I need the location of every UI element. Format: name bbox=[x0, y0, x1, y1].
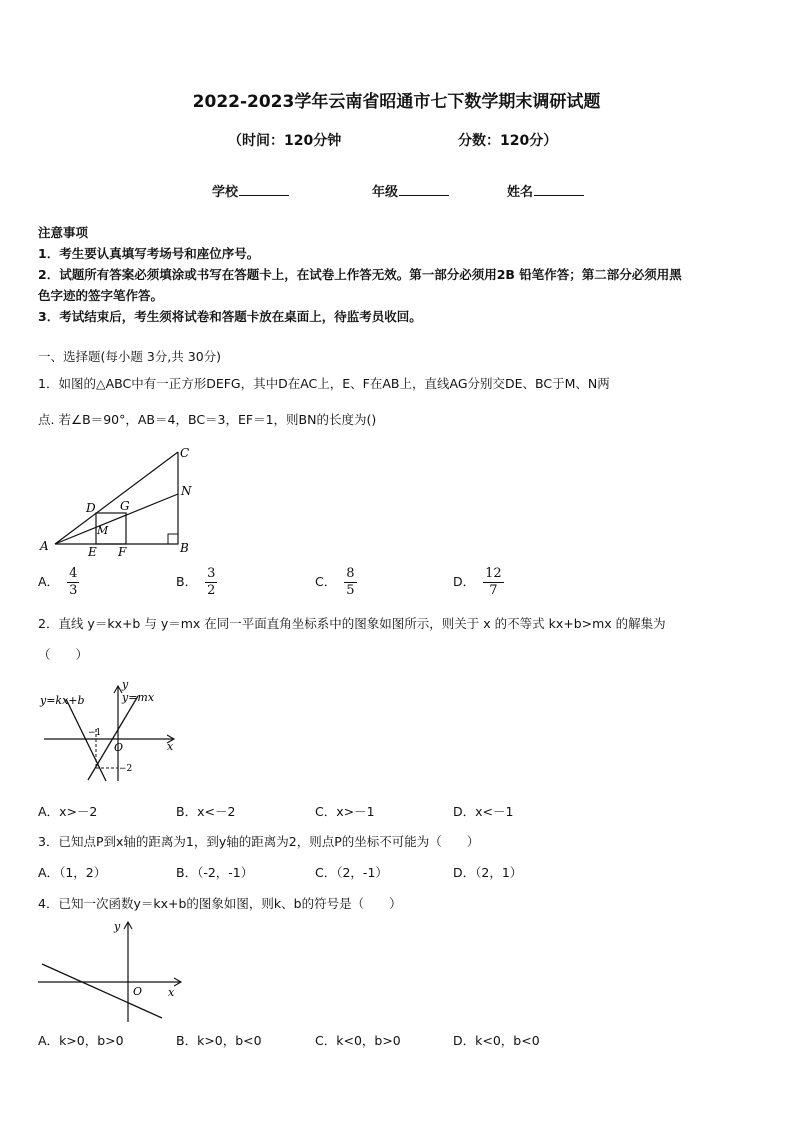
option-text: k>0，b<0 bbox=[197, 1033, 262, 1048]
label-F: F bbox=[118, 545, 127, 559]
name-blank[interactable] bbox=[534, 183, 584, 196]
note-item: 3．考试结束后，考生须将试卷和答题卡放在桌面上，待监考员收回。 bbox=[38, 309, 422, 324]
school-label: 学校 bbox=[212, 185, 239, 200]
q3-option-d[interactable] bbox=[453, 863, 522, 881]
numerator: 3 bbox=[207, 566, 216, 581]
q3-option-b[interactable] bbox=[176, 863, 253, 881]
name-field[interactable] bbox=[507, 181, 584, 200]
question-1-line1: 1．如图的△ABC中有一正方形DEFG，其中D在AC上，E、F在AB上，直线AG分别交DE、BC于M、N两 bbox=[38, 376, 610, 391]
q1-option-a[interactable] bbox=[38, 566, 79, 599]
option-letter: A． bbox=[38, 1033, 60, 1048]
page-title: 2022-2023学年云南省昭通市七下数学期末调研试题 bbox=[192, 92, 601, 112]
line-mx-label: y=mx bbox=[122, 691, 155, 704]
option-letter: D． bbox=[453, 804, 476, 819]
exam-score: 分数：120分） bbox=[458, 133, 558, 149]
school-blank[interactable] bbox=[239, 183, 289, 196]
note-item: 1．考生要认真填写考场号和座位序号。 bbox=[38, 246, 260, 261]
fraction bbox=[483, 566, 504, 599]
school-field[interactable] bbox=[212, 181, 289, 200]
q4-option-d[interactable] bbox=[453, 1031, 540, 1049]
denominator: 7 bbox=[489, 583, 498, 598]
option-text: （2，-1） bbox=[336, 865, 388, 880]
denominator: 3 bbox=[69, 583, 78, 598]
q2-option-b[interactable] bbox=[176, 802, 235, 820]
origin-label: O bbox=[133, 985, 143, 998]
denominator: 5 bbox=[346, 583, 355, 598]
q1-option-b[interactable] bbox=[176, 566, 217, 599]
question-1-line2: 点. 若∠B＝90°，AB＝4，BC＝3，EF＝1，则BN的长度为() bbox=[38, 412, 377, 427]
grade-label: 年级 bbox=[372, 185, 399, 200]
q2-option-d[interactable] bbox=[453, 802, 513, 820]
q3-option-a[interactable] bbox=[38, 863, 106, 881]
y-axis-label: y bbox=[114, 920, 121, 933]
section-heading: 一、选择题(每小题 3分,共 30分) bbox=[38, 349, 222, 364]
label-B: B bbox=[180, 541, 189, 555]
exam-time: （时间：120分钟 bbox=[228, 133, 342, 149]
fraction bbox=[344, 566, 356, 599]
option-text: x<－1 bbox=[475, 804, 514, 819]
option-letter: B． bbox=[176, 804, 198, 819]
line-kx-b-label: y=kx+b bbox=[40, 694, 85, 707]
triangle-figure bbox=[36, 442, 206, 560]
option-text: （-2，-1） bbox=[197, 865, 254, 880]
label-A: A bbox=[40, 539, 49, 553]
option-text: k<0，b>0 bbox=[336, 1033, 401, 1048]
q1-option-c[interactable] bbox=[315, 566, 357, 599]
option-text: （2，1） bbox=[475, 865, 523, 880]
grade-field[interactable] bbox=[372, 181, 449, 200]
q4-option-a[interactable] bbox=[38, 1031, 124, 1049]
question-4-line1: 4．已知一次函数y＝kx+b的图象如图，则k、b的符号是（ ） bbox=[38, 896, 402, 911]
label-G: G bbox=[120, 499, 130, 513]
label-C: C bbox=[180, 446, 190, 460]
option-letter: D． bbox=[453, 574, 476, 589]
option-text: k>0，b>0 bbox=[59, 1033, 124, 1048]
note-item: 色字迹的签字笔作答。 bbox=[38, 288, 164, 303]
linear-function-figure bbox=[36, 918, 186, 1024]
fraction bbox=[205, 566, 217, 599]
question-2-line1: 2．直线 y＝kx+b 与 y＝mx 在同一平面直角坐标系中的图象如图所示，则关于 x 的不等式 kx+b>mx 的解集为 bbox=[38, 616, 666, 631]
question-2-line2: （ ） bbox=[38, 647, 89, 662]
grade-blank[interactable] bbox=[399, 183, 449, 196]
q1-option-d[interactable] bbox=[453, 566, 504, 599]
option-text: x>－2 bbox=[59, 804, 98, 819]
label-E: E bbox=[88, 545, 97, 559]
option-text: x<－2 bbox=[197, 804, 236, 819]
option-text: k<0，b<0 bbox=[475, 1033, 540, 1048]
numerator: 8 bbox=[346, 566, 355, 581]
numerator: 4 bbox=[69, 566, 78, 581]
option-text: （1，2） bbox=[59, 865, 107, 880]
linear-graph-figure bbox=[36, 676, 186, 786]
x-axis-label: x bbox=[168, 986, 175, 999]
option-letter: D． bbox=[453, 1033, 476, 1048]
q3-option-c[interactable] bbox=[315, 863, 388, 881]
option-letter: B． bbox=[176, 574, 198, 589]
option-letter: C． bbox=[315, 574, 337, 589]
numerator: 12 bbox=[485, 566, 502, 581]
notes-heading: 注意事项 bbox=[38, 225, 89, 240]
q2-option-a[interactable] bbox=[38, 802, 97, 820]
option-letter: C． bbox=[315, 865, 337, 880]
question-3-line1: 3．已知点P到x轴的距离为1，到y轴的距离为2，则点P的坐标不可能为（ ） bbox=[38, 834, 480, 849]
fraction bbox=[67, 566, 79, 599]
option-letter: A． bbox=[38, 804, 60, 819]
option-letter: C． bbox=[315, 1033, 337, 1048]
q4-option-b[interactable] bbox=[176, 1031, 262, 1049]
y-axis-label: y bbox=[122, 678, 129, 691]
option-letter: B． bbox=[176, 865, 198, 880]
q2-option-c[interactable] bbox=[315, 802, 375, 820]
label-N: N bbox=[181, 484, 192, 498]
tick-y-label: −2 bbox=[119, 764, 133, 774]
origin-label: O bbox=[114, 741, 124, 754]
option-letter: B． bbox=[176, 1033, 198, 1048]
option-text: x>－1 bbox=[336, 804, 375, 819]
note-item: 2．试题所有答案必须填涂或书写在答题卡上，在试卷上作答无效。第一部分必须用2B 铅笔作答；第二部分必须用黑 bbox=[38, 267, 682, 282]
option-letter: C． bbox=[315, 804, 337, 819]
label-D: D bbox=[86, 501, 96, 515]
name-label: 姓名 bbox=[507, 185, 534, 200]
x-axis-label: x bbox=[167, 740, 174, 753]
option-letter: A． bbox=[38, 574, 60, 589]
denominator: 2 bbox=[207, 583, 216, 598]
option-letter: A． bbox=[38, 865, 60, 880]
label-M: M bbox=[97, 524, 109, 537]
option-letter: D． bbox=[453, 865, 476, 880]
q4-option-c[interactable] bbox=[315, 1031, 401, 1049]
tick-x-label: −1 bbox=[88, 728, 102, 738]
